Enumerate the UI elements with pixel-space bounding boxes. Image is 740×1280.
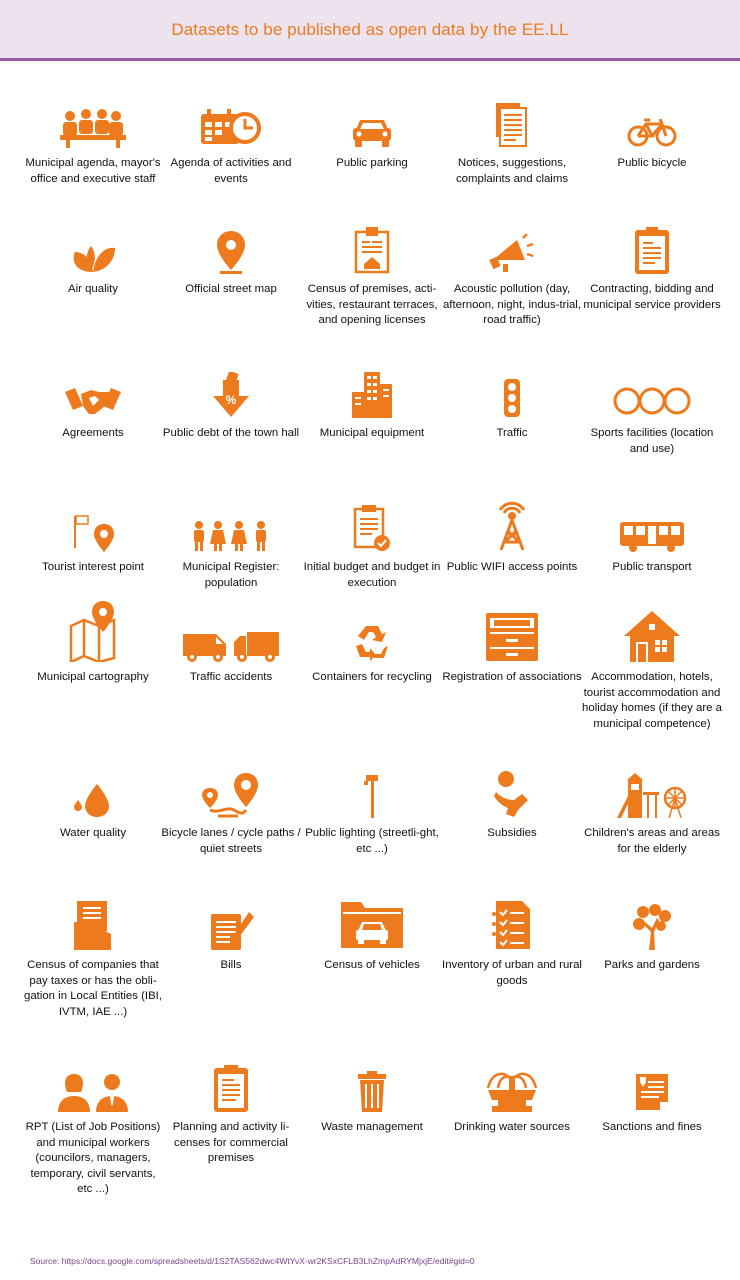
dataset-item bbox=[442, 356, 582, 442]
flag-pin-icon bbox=[23, 490, 163, 552]
dataset-label: Tourist interest point bbox=[42, 561, 144, 573]
dataset-item bbox=[23, 212, 163, 298]
dataset-label: Official street map bbox=[185, 283, 277, 295]
hand-coin-icon bbox=[442, 756, 582, 818]
dataset-item bbox=[442, 756, 582, 842]
dataset-item bbox=[442, 888, 582, 989]
traffic-light-icon bbox=[442, 356, 582, 418]
leaves-icon bbox=[23, 212, 163, 274]
dataset-label: Traffic accidents bbox=[189, 671, 273, 683]
dataset-label: Accommodation, hotels, tourist accommodation and holiday homes (if they are a municipal competence) bbox=[582, 671, 722, 730]
dataset-label: Subsidies bbox=[487, 827, 537, 839]
dataset-label: Parks and gardens bbox=[604, 959, 700, 971]
dataset-label: RPT (List of Job Positions) and municipal workers (councilors, managers, temporary, civil servants, etc ...) bbox=[25, 1121, 161, 1195]
dataset-item bbox=[161, 86, 301, 187]
dataset-item bbox=[582, 212, 722, 313]
debt-arrow-icon bbox=[161, 356, 301, 418]
wifi-tower-icon bbox=[442, 490, 582, 552]
checklist-icon bbox=[442, 888, 582, 950]
bus-icon bbox=[582, 490, 722, 552]
budget-check-icon bbox=[302, 490, 442, 552]
dataset-label: Contracting, bidding and municipal service providers bbox=[583, 283, 721, 311]
dataset-item bbox=[23, 888, 163, 1020]
dataset-item bbox=[23, 86, 163, 187]
dataset-item bbox=[161, 212, 301, 298]
dataset-label: Agenda of activities and events bbox=[170, 157, 292, 185]
dataset-label: Public debt of the town hall bbox=[162, 427, 300, 439]
sanction-document-icon bbox=[582, 1050, 722, 1112]
dataset-label: Acoustic pollution (day, afternoon, night, indus-trial, road traffic) bbox=[442, 283, 582, 326]
dataset-item bbox=[582, 1050, 722, 1136]
car-icon bbox=[302, 86, 442, 148]
bill-pen-icon bbox=[161, 888, 301, 950]
dataset-item bbox=[23, 600, 163, 686]
dataset-item bbox=[582, 490, 722, 576]
dataset-label: Census of vehicles bbox=[324, 959, 420, 971]
dataset-label: Sports facilities (location and use) bbox=[590, 427, 714, 455]
dataset-item bbox=[302, 212, 442, 329]
clipboard-icon bbox=[582, 212, 722, 274]
handshake-icon bbox=[23, 356, 163, 418]
dataset-item bbox=[161, 888, 301, 974]
dataset-label: Planning and activity li-censes for commercial premises bbox=[172, 1121, 290, 1164]
dataset-label: Drinking water sources bbox=[454, 1121, 570, 1133]
meeting-icon bbox=[23, 86, 163, 148]
house-icon bbox=[582, 600, 722, 662]
dataset-item bbox=[161, 600, 301, 686]
trash-bin-icon bbox=[302, 1050, 442, 1112]
dataset-item bbox=[23, 490, 163, 576]
dataset-item bbox=[302, 86, 442, 172]
dataset-item bbox=[442, 600, 582, 686]
calendar-clock-icon bbox=[161, 86, 301, 148]
dataset-label: Children's areas and areas for the elderly bbox=[584, 827, 720, 855]
dataset-item bbox=[23, 1050, 163, 1198]
dataset-label: Public lighting (streetli-ght, etc ...) bbox=[305, 827, 439, 855]
buildings-icon bbox=[302, 356, 442, 418]
dataset-item bbox=[302, 490, 442, 591]
dataset-label: Public bicycle bbox=[617, 157, 687, 169]
dataset-item bbox=[161, 490, 301, 591]
dataset-label: Municipal agenda, mayor's office and executive staff bbox=[25, 157, 161, 185]
source-footnote: Source: https://docs.google.com/spreadsheets/d/1S2TAS562dwc4WtYvX-wr2KSxCFLB3LhZmpAdRYMjxjE/edit#gid=0 bbox=[30, 1256, 475, 1266]
dataset-item bbox=[302, 888, 442, 974]
tree-icon bbox=[582, 888, 722, 950]
dataset-item bbox=[582, 356, 722, 457]
map-pin-icon bbox=[161, 212, 301, 274]
trucks-icon bbox=[161, 600, 301, 662]
dataset-item bbox=[302, 756, 442, 857]
documents-icon bbox=[442, 86, 582, 148]
fountain-icon bbox=[442, 1050, 582, 1112]
folded-map-icon bbox=[23, 600, 163, 662]
water-drop-icon bbox=[23, 756, 163, 818]
dataset-item bbox=[582, 600, 722, 732]
dataset-item bbox=[302, 356, 442, 442]
recycle-icon bbox=[302, 600, 442, 662]
dataset-label: Agreements bbox=[62, 427, 124, 439]
dataset-label: Bicycle lanes / cycle paths / quiet streets bbox=[161, 827, 301, 855]
dataset-label: Water quality bbox=[59, 827, 127, 839]
dataset-item bbox=[442, 1050, 582, 1136]
dataset-label: Public transport bbox=[612, 561, 692, 573]
dataset-item bbox=[161, 356, 301, 442]
svg-text:%: % bbox=[225, 393, 237, 407]
bicycle-icon bbox=[582, 86, 722, 148]
route-pins-icon bbox=[161, 756, 301, 818]
dataset-item bbox=[23, 756, 163, 842]
dataset-label: Inventory of urban and rural goods bbox=[442, 959, 582, 987]
dataset-item bbox=[442, 212, 582, 329]
people-icon bbox=[161, 490, 301, 552]
dataset-label: Traffic bbox=[496, 427, 528, 439]
dataset-item bbox=[302, 1050, 442, 1136]
megaphone-icon bbox=[442, 212, 582, 274]
dataset-label: Waste management bbox=[321, 1121, 423, 1133]
dataset-label: Initial budget and budget in execution bbox=[303, 561, 441, 589]
clipboard-list-icon bbox=[161, 1050, 301, 1112]
dataset-item bbox=[161, 756, 301, 857]
dataset-label: Notices, suggestions, complaints and claims bbox=[455, 157, 569, 185]
dataset-label: Registration of associations bbox=[442, 671, 582, 683]
folder-document-icon bbox=[23, 888, 163, 950]
filing-cabinet-icon bbox=[442, 600, 582, 662]
dataset-item bbox=[442, 490, 582, 576]
playground-icon bbox=[582, 756, 722, 818]
dataset-item bbox=[582, 86, 722, 172]
folder-car-icon bbox=[302, 888, 442, 950]
workers-icon bbox=[23, 1050, 163, 1112]
dataset-label: Air quality bbox=[67, 283, 118, 295]
dataset-item bbox=[302, 600, 442, 686]
street-light-icon bbox=[302, 756, 442, 818]
dataset-label: Containers for recycling bbox=[312, 671, 432, 683]
dataset-label: Municipal Register: population bbox=[182, 561, 280, 589]
header-band bbox=[0, 0, 740, 61]
dataset-label: Census of companies that pay taxes or has the obli-gation in Local Entities (IBI, IVTM, IAE ...) bbox=[23, 959, 163, 1018]
clipboard-house-icon bbox=[302, 212, 442, 274]
dataset-label: Census of premises, acti-vities, restaurant terraces, and opening licenses bbox=[306, 283, 438, 326]
dataset-item bbox=[23, 356, 163, 442]
dataset-label: Bills bbox=[220, 959, 242, 971]
dataset-label: Municipal cartography bbox=[37, 671, 149, 683]
dataset-label: Sanctions and fines bbox=[602, 1121, 702, 1133]
dataset-label: Municipal equipment bbox=[319, 427, 425, 439]
olympic-rings-icon bbox=[582, 356, 722, 418]
dataset-label: Public WIFI access points bbox=[446, 561, 578, 573]
dataset-item bbox=[582, 888, 722, 974]
dataset-label: Public parking bbox=[336, 157, 408, 169]
dataset-item bbox=[161, 1050, 301, 1167]
page-title: Datasets to be published as open data by the EE.LL bbox=[171, 20, 569, 39]
dataset-item bbox=[442, 86, 582, 187]
dataset-item bbox=[582, 756, 722, 857]
